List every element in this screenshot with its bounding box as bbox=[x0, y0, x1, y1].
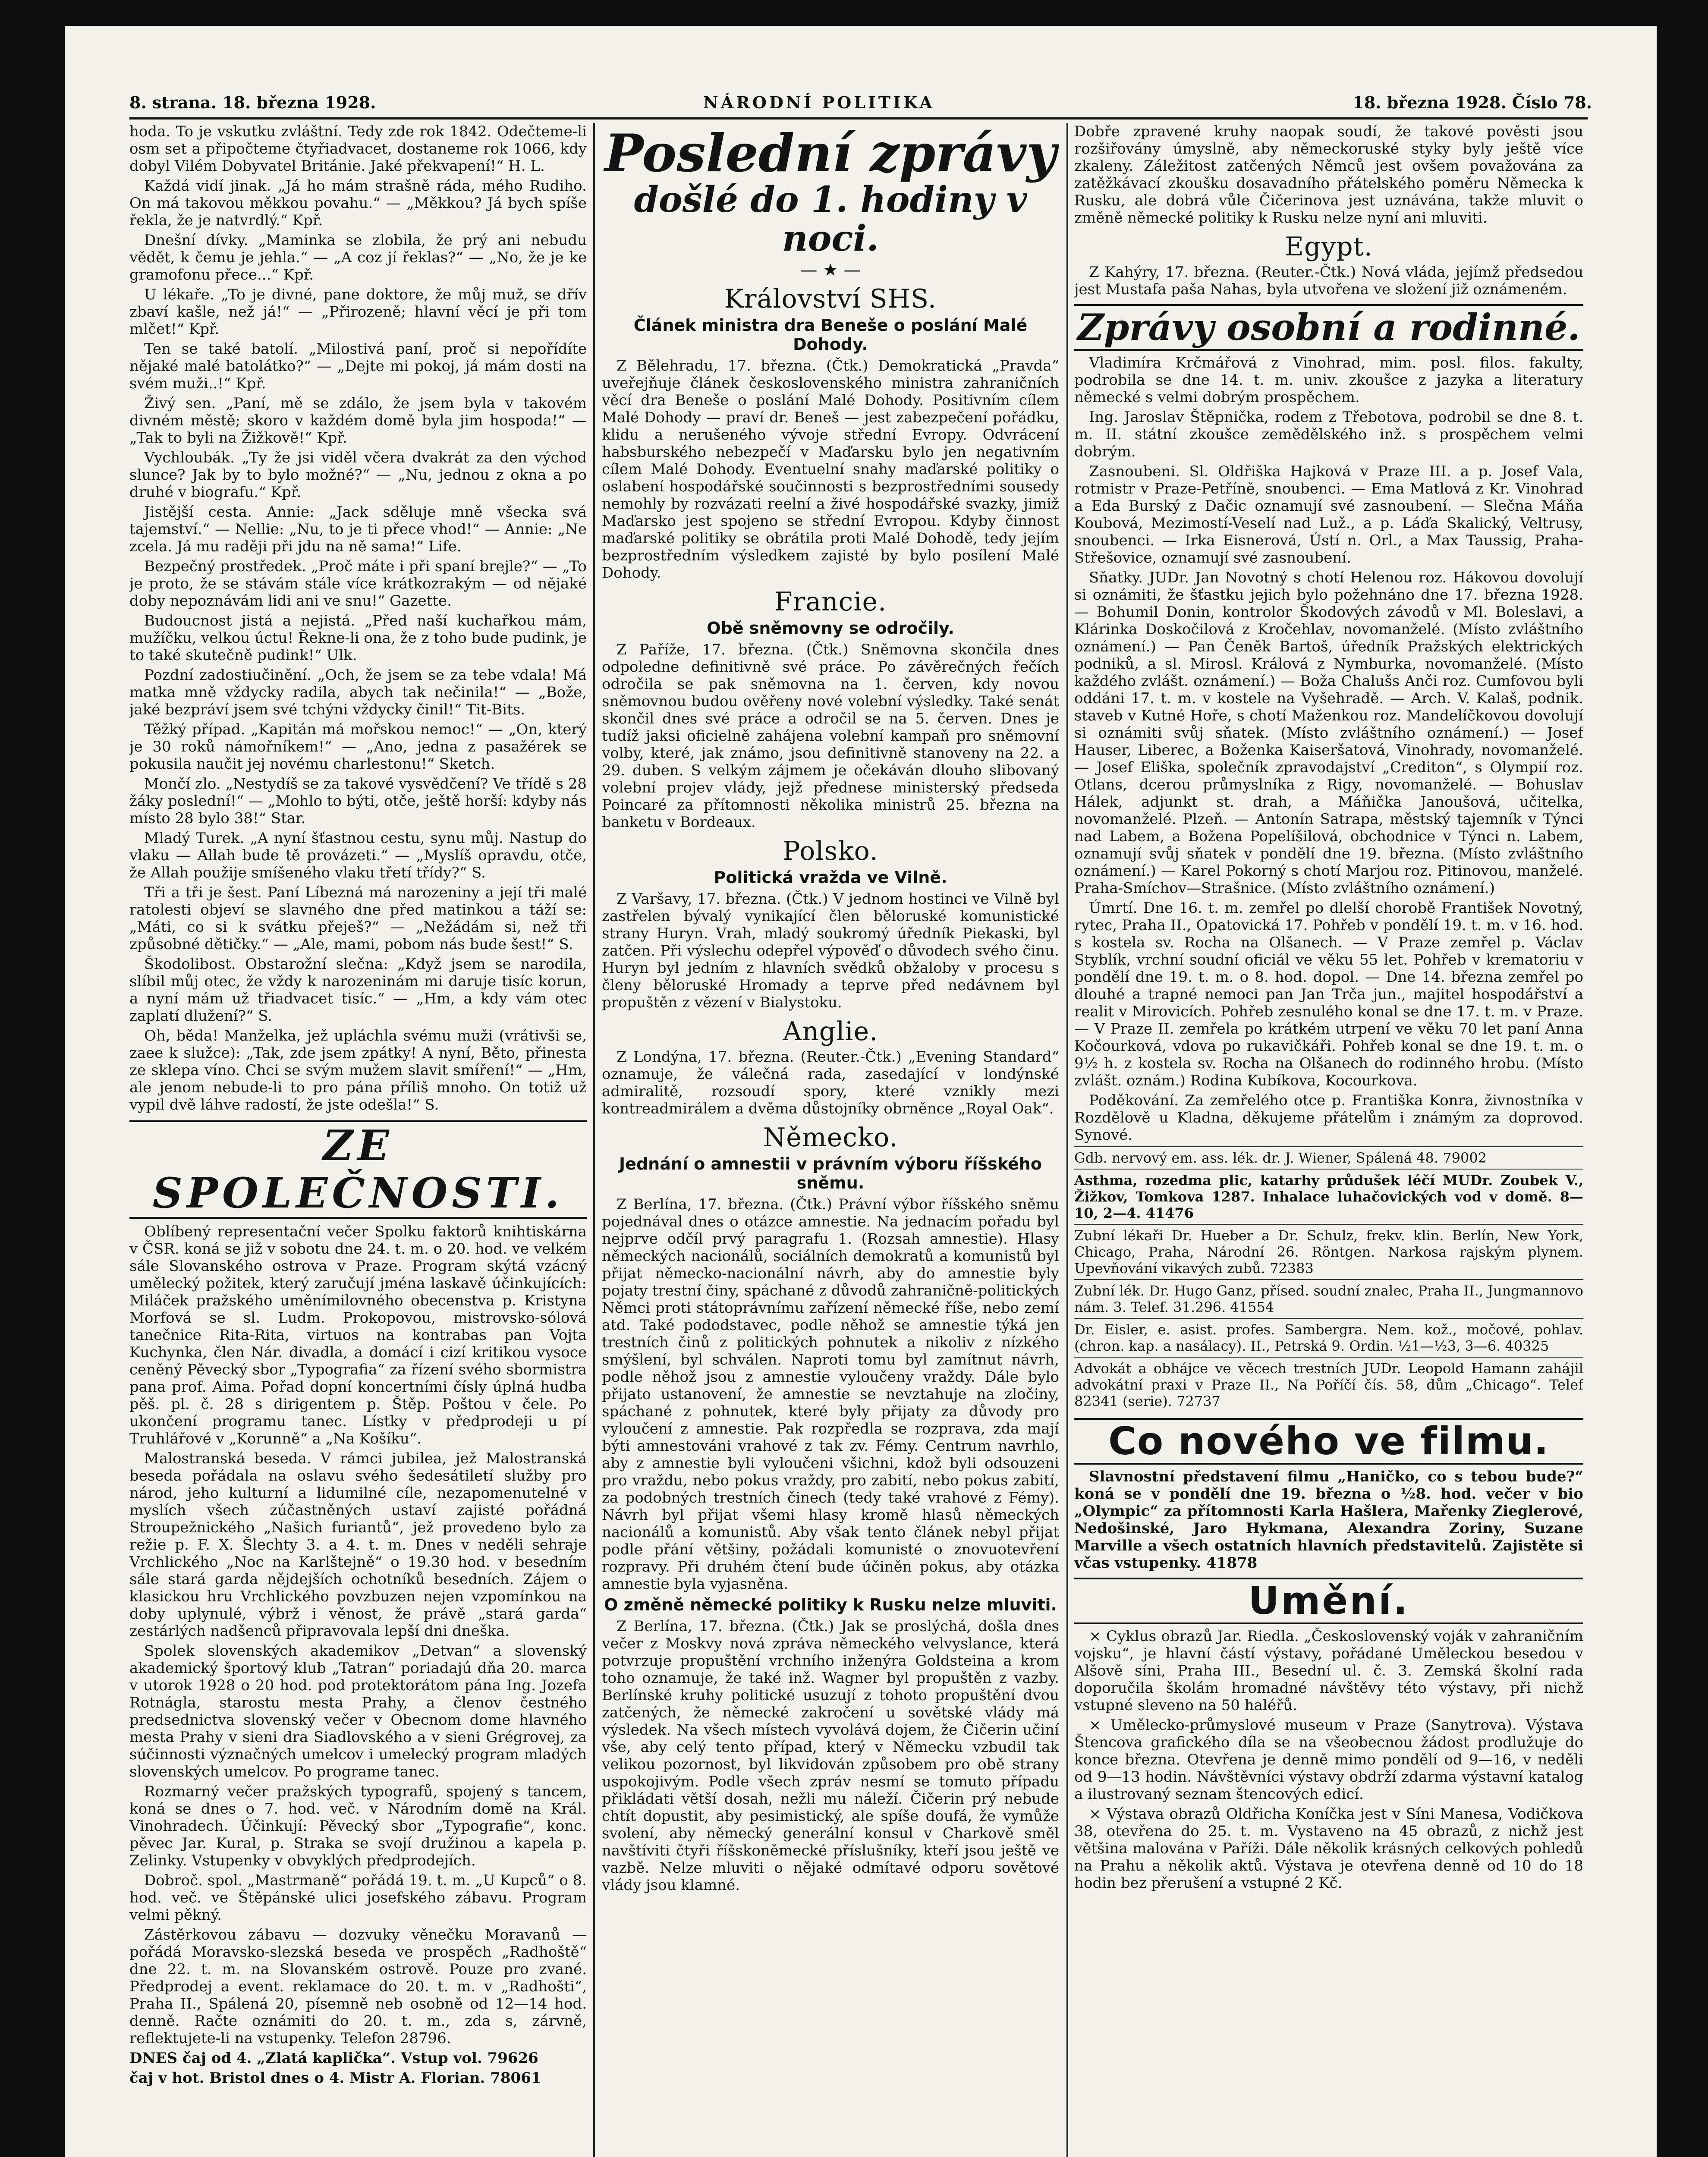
paragraph: Z Paříže, 17. března. (Čtk.) Sněmovna skončila dnes odpoledne definitivně své práce. Po závěrečných řečích odročila se pak sněmovna na 1. červen, kdy novou sněmovnou budou ověřeny nové volební výsledky. Také senát skončil dnes své práce a odročil se na 5. červen. Dnes je tudíž jaksi oficielně zahájena volební kampaň pro sněmovní volby, které, jak známo, jsou definitivně stanoveny na 22. a 29. duben. S velkým zájmem je očekáván dlouho slibovaný volební projev vlády, jejž přednese ministerský předseda Poincaré za přítomnosti několika ministrů 25. března na banketu v Bordeaux. bbox=[602, 641, 1059, 831]
column-middle bbox=[602, 123, 1059, 2157]
paragraph: Dobře zpravené kruhy naopak soudí, že takové pověsti jsou rozšiřovány úmyslně, aby německoruské styky byly ještě více zkaleny. Záležitost zatčených Němců jest ovšem považována za zatěžkávací zkoušku dosavadního přátelského poměru Německa k Rusku, ale dobrá vůle Čičerinova jest uznávána, takže mluvit o změně německé politiky k Rusku nelze nyní ani mluviti. bbox=[1074, 123, 1583, 226]
article-headline: Politická vražda ve Vilně. bbox=[714, 868, 947, 887]
column-right bbox=[1074, 123, 1583, 2157]
column-rule bbox=[593, 123, 595, 2157]
article-headline: Obě sněmovny se odročily. bbox=[707, 619, 954, 638]
paragraph: Mončí zlo. „Nestydíš se za takové vysvědčení? Ve třídě s 28 žáky poslední!“ — „Mohlo to býti, otče, ještě horší: kdyby nás místo 28 bylo 38!“ Star. bbox=[129, 775, 587, 827]
paragraph: Živý sen. „Paní, mě se zdálo, že jsem byla v takovém divném městě; skoro v každém domě byla jim hospoda!“ — „Tak to byli na Žižkově!“ Kpř. bbox=[129, 395, 587, 446]
column-left bbox=[129, 123, 587, 2157]
paragraph: Sňatky. JUDr. Jan Novotný s chotí Helenou roz. Hákovou dovolují si oznámiti, že šťastku jejich bylo požehnáno dne 17. března 1928. — Bohumil Donin, kontrolor Škodových závodů v Ml. Boleslavi, a Klárinka Doskočilová z Kročehlav, novomanželé. (Místo zvláštního oznámení.) — Pan Čeněk Bartoš, úředník Pražských elektrických podniků, a sl. Mirosl. Králová z Nymburka, novomanželé. (Místo každého zvlášt. oznámení.) — Boža Chalušs Anči roz. Cumfovou byli oddáni 17. t. m. v kostele na Vyšehradě. — Arch. V. Kalaš, podnik. staveb v Kutné Hoře, s chotí Maženkou roz. Mandelíčkovou dovolují si oznámiti svůj sňatek. (Místo zvláštního oznámení.) — Josef Hauser, Liberec, a Boženka Kaiseršatová, Vinohrady, novomanželé. — Josef Eliška, společník zpravodajství „Crediton“, s Olympií roz. Otlans, dcerou průmyslníka z Rigy, novomanželé. — Bohuslav Hálek, adjunkt st. drah, a Máňička Janoušová, učitelka, novomanželé. Plzeň. — Antonín Satrapa, městský tajemník v Týnci nad Labem, a Božena Popelíšilová, obchodnice v Týnci n. Labem, oznamují svůj sňatek v pondělí dne 19. března. (Místo zvláštního oznámení.) — Karel Pokorný s chotí Marjou roz. Pitinovou, manželé. Praha-Smíchov—Strašnice. (Místo zvláštního oznámení.) bbox=[1074, 569, 1583, 897]
paragraph: Z Kahýry, 17. března. (Reuter.-Čtk.) Nová vláda, jejímž předsedou jest Mustafa paša Nahas, byla utvořena ve složení již oznámeném. bbox=[1074, 264, 1583, 298]
paragraph: Tři a tři je šest. Paní Líbezná má narozeniny a její tři malé ratolesti objeví se slavného dne před matinkou a táží se: „Máti, co si k svátku přeješ?“ — „Nežádám si, než tři způsobné dětičky.“ — „Ale, mami, pobom nás bude šest!“ S. bbox=[129, 884, 587, 953]
section-title-latest-news: Poslední zprávy bbox=[604, 123, 1057, 184]
paragraph: Ten se také batolí. „Milostivá paní, proč si nepořídíte nějaké malé batolátko?“ — „Dejte mi pokoj, já mám dosti na svém muži..!“ Kpř. bbox=[129, 340, 587, 392]
country-heading: Polsko. bbox=[783, 836, 878, 866]
paragraph: Slavnostní představení filmu „Haničko, co s tebou bude?“ koná se v pondělí dne 19. března o ½8. hod. večer v bio „Olympic“ za přítomnosti Karla Hašlera, Mařenky Zieglerové, Nedošinské, Jaro Hykmana, Alexandra Zoriny, Suzane Marville a všech ostatních hlavních představitelů. Zajistěte si včas vstupenky. 41878 bbox=[1074, 1468, 1583, 1572]
classified-ad: Dr. Eisler, e. asist. profes. Sambergra. Nem. kož., močové, pohlav. (chron. kap. a nasálacy). II., Petrská 9. Ordin. ½1—½3, 3—6. 40325 bbox=[1074, 1318, 1583, 1357]
paragraph: Úmrtí. Dne 16. t. m. zemřel po dlelší chorobě František Novotný, rytec, Praha II., Opatovická 17. Pohřeb v pondělí 19. t. m. v 16. hod. s kostela sv. Rocha na Olšanech. — V Praze zemřel p. Václav Styblík, vrchní soudní oficiál ve věku 55 let. Pohřeb v krematoriu v pondělí dne 19. t. m. o 8. hod. dopol. — Dne 14. března zemřel po dlouhé a trapné nemoci pan Jan Trča jun., majitel hospodářství a realit v Mirovicích. Pohřeb zesnulého konal se dne 17. t. m. v Praze. — V Praze II. zemřela po krátkém utrpení ve věku 70 let paní Anna Kočourková, vdova po rukavičkáři. Pohřeb konal se dne 19. t. m. o 9½ h. z kostela sv. Rocha na Olšanech do rodinného hrobu. (Místo zvlášt. oznám.) Rodina Kubíkova, Kocourkova. bbox=[1074, 899, 1583, 1089]
page-number-date: 8. strana. 18. března 1928. bbox=[129, 93, 376, 112]
paragraph: Dnešní dívky. „Maminka se zlobila, že prý ani nebudu vědět, k čemu je jehla.“ — „A coz jí řeklas?“ — „No, že je ke gramofonu přece...“ Kpř. bbox=[129, 232, 587, 283]
paragraph: hoda. To je vskutku zvláštní. Tedy zde rok 1842. Odečteme-li osm set a připočteme čtyřiadvacet, dostaneme rok 1066, kdy dobyl Vilém Dobyvatel Británie. Jaké překvapení!“ H. L. bbox=[129, 123, 587, 175]
paragraph: Oblíbený representační večer Spolku faktorů knihtiskárna v ČSR. koná se již v sobotu dne 24. t. m. o 20. hod. ve velkém sále Slovanského ostrova v Praze. Program skýtá vzácný umělecký požitek, který zaručují jména laskavě účinkujících: Miláček pražského uměnímilovného obecenstva p. Kristyna Morfová se sl. Ludm. Prokopovou, mistrovsko-sólová tanečnice Rita-Rita, virtuos na kontrabas pan Vojta Kuchynka, člen Nár. divadla, a domácí i cizí kritikou vysoce ceněný Pěvecký sbor „Typografia“ za řízení svého sbormistra pana prof. Aima. Pořad dopní koncertními čísly úplná hudba pěš. pl. č. 28 s dirigentem p. Štěp. Poštou v čele. Po ukončení programu tanec. Lístky v předprodeji u pí Truhlářové v „Korunně“ a „Na Košíku“. bbox=[129, 1223, 587, 1447]
paragraph: Škodolibost. Obstarožní slečna: „Když jsem se narodila, slíbil můj otec, že vždy k narozeninám mi daruje tisíc korun, a nyní mám už třiadvacet tisíc.“ — „Hm, a kdy vám otec zaplatí dlužení?“ S. bbox=[129, 956, 587, 1025]
paragraph: U lékaře. „To je divné, pane doktore, že můj muž, se dřív zbaví kašle, než já!“ — „Přirozeně; hlavní věcí je při tom mlčet!“ Kpř. bbox=[129, 286, 587, 338]
paragraph: Pozdní zadostiučinění. „Och, že jsem se za tebe vdala! Má matka mně vždycky radila, abych tak nečinila!“ — „Bože, jaké bezpráví jsem své tchýni vždycky činil!“ Tit-Bits. bbox=[129, 667, 587, 718]
paragraph: Oh, běda! Manželka, jež upláchla svému muži (vrátivši se, zaee k služce): „Tak, zde jsem zpátky! A nyní, Běto, přinesta ze sklepa víno. Chci se svým mužem slavit smíření!“ — „Hm, ale jenom nebude-li to pro pána příliš mnoho. On totiž už vypil dvě láhve radostí, že jste odešla!“ S. bbox=[129, 1027, 587, 1113]
small-ad: DNES čaj od 4. „Zlatá kaplička“. Vstup vol. 79626 bbox=[129, 2050, 538, 2067]
article-headline: O změně německé politiky k Rusku nelze mluviti. bbox=[604, 1595, 1057, 1614]
header-rule bbox=[129, 117, 1588, 119]
paragraph: Z Varšavy, 17. března. (Čtk.) V jednom hostinci ve Vilně byl zastřelen bývalý vynikající člen běloruské komunistické strany Huryn. Vrah, mladý soukromý úředník Piekaski, byl zatčen. Při výslechu odepřel výpověď o důvodech svého činu. Huryn byl jedním z hlavních svědků obžaloby v procesu s členy běloruské Hromady a teprve před nedávnem byl propuštěn z vězení v Bialystoku. bbox=[602, 890, 1059, 1011]
masthead: NÁRODNÍ POLITIKA bbox=[703, 93, 935, 112]
country-heading: Německo. bbox=[763, 1123, 898, 1153]
paragraph: Zástěrkovou zábavu — dozvuky věnečku Moravanů — pořádá Moravsko-slezská beseda ve prospěch „Radhoště“ dne 22. t. m. na Slovanském ostrově. Pouze pro zvané. Předprodej a event. reklamace do 20. t. m. v „Radhošti“, Praha II., Spálená 20, písemně neb osobně od 12—14 hod. denně. Račte oznámiti do 20. t. m., zda s, zárvně, reflektujete-li na vstupenky. Telefon 28796. bbox=[129, 1926, 587, 2047]
paragraph: Z Berlína, 17. března. (Čtk.) Jak se proslýchá, došla dnes večer z Moskvy nová zpráva německého velvyslance, která potvrzuje propuštění vrchního inženýra Goldsteina a krom toho oznamuje, že také inž. Wagner byl propuštěn z vazby. Berlínské kruhy politické usuzují z tohoto propuštění dvou zatčených, že německé zakročení u sovětské vlády má výsledek. Na všech místech vyvolává dojem, že Čičerin učiní vše, aby celý tento případ, který v Německu vzbudil tak velikou pozornost, byl likvidován způsobem pro obě strany uspokojivým. Podle všech zpráv nesmí se tomuto případu přikládati větší dosah, nežli mu náleží. Čičerin prý nebude chtít dopustit, aby pesimistický, ale spíše doufá, že vymůže svolení, aby německý generální konsul v Charkově směl navštíviti čtyři říšskoněmecké příslušníky, kteří jsou ještě ve vazbě. Nelze mluviti o nějaké odmítavé odporu sovětové vlády jsou klamné. bbox=[602, 1618, 1059, 1894]
paragraph: Vychloubák. „Ty že jsi viděl včera dvakrát za den východ slunce? Jak by to bylo možné?“ — „Nu, jednou z okna a po druhé v biografu.“ Kpř. bbox=[129, 449, 587, 501]
page-header bbox=[65, 93, 1657, 119]
column-rule bbox=[1066, 123, 1068, 2157]
paragraph: Ing. Jaroslav Štěpnička, rodem z Třebotova, podrobil se dne 8. t. m. II. státní zkoušce zemědělského inž. s prospěchem velmi dobrým. bbox=[1074, 409, 1583, 460]
section-title-film: Co nového ve filmu. bbox=[1074, 1418, 1583, 1465]
paragraph: Těžký případ. „Kapitán má mořskou nemoc!“ — „On, který je 30 roků námořníkem!“ — „Ano, jedna z pasažérek se pokusila naučit jej novému charlestonu!“ Sketch. bbox=[129, 721, 587, 773]
paragraph: Poděkování. Za zemřelého otce p. Františka Konra, živnostníka v Rozdělově u Kladna, děkujeme přátelům i známým za doprovod. Synové. bbox=[1074, 1092, 1583, 1144]
paragraph: Zasnoubeni. Sl. Oldřiška Hajková v Praze III. a p. Josef Vala, rotmistr v Praze-Petříně, snoubenci. — Ema Matlová z Kr. Vinohrad a Eda Burský z Dačic oznamují své zasnoubení. — Slečna Máňa Koubová, Mezimostí-Veselí nad Luž., a p. Láďa Skalický, Veltrusy, snoubenci. — Irka Eisnerová, Ústí n. Orl., a Max Taussig, Praha-Střešovice, oznamují své zasnoubení. bbox=[1074, 463, 1583, 566]
paragraph: Dobroč. spol. „Mastrmaně“ pořádá 19. t. m. „U Kupců“ o 8. hod. več. ve Štěpánské ulici josefského zábavu. Program velmi pěkný. bbox=[129, 1872, 587, 1924]
classified-ad: Asthma, rozedma plic, katarhy průdušek léčí MUDr. Zoubek V., Žižkov, Tomkova 1287. Inhalace luhačovických vod v domě. 8—10, 2—4. 41476 bbox=[1074, 1169, 1583, 1224]
paragraph: Každá vidí jinak. „Já ho mám strašně ráda, mého Rudiho. On má takovou měkkou povahu.“ — „Měkkou? Já bych spíše řekla, že je natvrdlý.“ Kpř. bbox=[129, 177, 587, 229]
section-title-personal-news: Zprávy osobní a rodinné. bbox=[1074, 304, 1583, 351]
section-title-spolecnost: ZE SPOLEČNOSTI. bbox=[129, 1120, 587, 1219]
section-title-art: Umění. bbox=[1074, 1578, 1583, 1624]
section-subtitle: došlé do 1. hodiny v noci. bbox=[634, 179, 1027, 259]
paragraph: Vladimíra Krčmářová z Vinohrad, mim. posl. filos. fakulty, podrobila se dne 14. t. m. univ. zkoušce z jazyka a literatury německé s velmi dobrým prospěchem. bbox=[1074, 354, 1583, 406]
country-heading: Království SHS. bbox=[724, 284, 937, 314]
paragraph: Z Bělehradu, 17. března. (Čtk.) Demokratická „Pravda“ uveřejňuje článek československého ministra zahraničních věcí dra Beneše o poslání Malé Dohody. Positivním cílem Malé Dohody — praví dr. Beneš — jest zabezpečení pořádku, klidu a nerušeného vývoje střední Evropy. Odvrácení habsburského nebezpečí v Maďarsku bylo jen negativním cílem Malé Dohody. Eventuelní snahy maďarské politiky o oslabení hospodářské součinnosti s bezprostředními sousedy nemohly by rozvázati reelní a živé hospodářské svazky, jimiž Maďarsko jest spojeno se střední Evropou. Kdyby činnost maďarské politiky se obrátila proti Malé Dohodě, tedy jejím bezprostředním výsledkem zajisté by bylo posílení Malé Dohody. bbox=[602, 357, 1059, 582]
paragraph: Jistější cesta. Annie: „Jack sděluje mně všecka svá tajemství.“ — Nellie: „Nu, to je ti přece vhod!“ — Annie: „Ne zcela. Já mu raději při jdu na ně sama!“ Life. bbox=[129, 503, 587, 555]
classified-ad: Zubní lékaři Dr. Hueber a Dr. Schulz, frekv. klin. Berlín, New York, Chicago, Praha, Národní 26. Röntgen. Narkosa rajským plynem. Upevňování vikavých zubů. 72383 bbox=[1074, 1224, 1583, 1279]
classified-ad: Zubní lék. Dr. Hugo Ganz, přísed. soudní znalec, Praha II., Jungmannovo nám. 3. Telef. 31.296. 41554 bbox=[1074, 1279, 1583, 1318]
paragraph: Mladý Turek. „A nyní šťastnou cestu, synu můj. Nastup do vlaku — Allah bude tě provázeti.“ — „Myslíš opravdu, otče, že Allah použije smíšeného vlaku třetí třídy?“ S. bbox=[129, 830, 587, 881]
divider: — ★ — bbox=[800, 260, 861, 280]
paragraph: Z Londýna, 17. března. (Reuter.-Čtk.) „Evening Standard“ oznamuje, že válečná rada, zasedající v londýnské admiralitě, rozsoudí spory, které vznikly mezi kontreadmirálem a dvěma důstojníky obrněnce „Royal Oak“. bbox=[602, 1048, 1059, 1117]
country-heading: Francie. bbox=[774, 587, 887, 617]
article-headline: Článek ministra dra Beneše o poslání Malé Dohody. bbox=[633, 316, 1028, 354]
paragraph: × Výstava obrazů Oldřicha Koníčka jest v Síni Manesa, Vodičkova 38, otevřena do 25. t. m. Vystaveno na 45 obrazů, z nichž jest většina malována v Paříži. Dále několik krásných celkových pohledů na Prahu a několik aktů. Výstava je otevřena denně od 10 do 18 hodin bez přerušení a vstupné 2 Kč. bbox=[1074, 1805, 1583, 1892]
paragraph: Rozmarný večer pražských typografů, spojený s tancem, koná se dnes o 7. hod. več. v Národním domě na Král. Vinohradech. Účinkují: Pěvecký sbor „Typografie“, konc. pěvec Jar. Kural, p. Straka se svojí družinou a kapela p. Zelinky. Vstupenky v obvyklých předprodejích. bbox=[129, 1783, 587, 1869]
country-heading: Egypt. bbox=[1285, 232, 1373, 262]
paragraph: Bezpečný prostředek. „Proč máte i při spaní brejle?“ — „To je proto, že se stávám stále více krátkozrakým — od nějaké doby nepoznávám lidi ani ve snu!“ Gazette. bbox=[129, 558, 587, 610]
issue-info: 18. března 1928. Číslo 78. bbox=[1353, 93, 1592, 112]
classified-ad: Advokát a obhájce ve věcech trestních JUDr. Leopold Hamann zahájil advokátní praxi v Praze II., Na Poříčí čís. 58, dům „Chicago“. Telef 82341 (serie). 72737 bbox=[1074, 1357, 1583, 1412]
article-headline: Jednání o amnestii v právním výboru říšského sněmu. bbox=[619, 1154, 1042, 1192]
country-heading: Anglie. bbox=[783, 1016, 878, 1047]
classified-ad: Gdb. nervový em. ass. lék. dr. J. Wiener, Spálená 48. 79002 bbox=[1074, 1146, 1583, 1169]
small-ad: čaj v hot. Bristol dnes o 4. Mistr A. Florian. 78061 bbox=[129, 2069, 541, 2087]
paragraph: × Cyklus obrazů Jar. Riedla. „Československý voják v zahraničním vojsku“, je hlavní částí výstavy, pořádané Uměleckou besedou v Alšově síni, Praha III., Besední ul. č. 3. Zemská školní rada doporučila školám hromadné návštěvy této výstavy, při nichž vstupné sleveno na 50 haléřů. bbox=[1074, 1628, 1583, 1714]
paragraph: Z Berlína, 17. března. (Čtk.) Právní výbor říšského sněmu pojednával dnes o otázce amnestie. Na jednacím pořadu byl nejprve odčíl prvý paragrafu 1. (Rozsah amnestie). Hlasy německých nacionálů, sociálních demokratů a komunistů byl přijat německo-nacionální návrh, aby do amnestie byly pojaty trestní činy, spáchané z důvodů zahraničně-politických Němci proti státoprávnímu zařízení německé říše, nebo zemí atd. Také pododstavec, podle něhož se amnestie týká jen trestních činů z politických pohnutek a nikoliv z nízkého smýšlení, byl schválen. Naproti tomu byl zamítnut návrh, podle něhož jsou z amnestie vyloučeny vraždy. Dále bylo přijato ustanovení, že amnestie se nevztahuje na zločiny, spáchané z pohnutek, které byly přijaty za důvody pro vyloučení z amnestie. Pak rozpředla se rozprava, zda mají býti amnestováni vrahové z tak zv. Fémy. Centrum navrhlo, aby z amnestie byli vyloučeni všichni, kdož byli odsouzeni pro vraždu, nebo pokus vraždy, pro zabití, nebo pokus zabití, za podobných trestních činech (tedy také vrahové z Fémy). Návrh byl přijat všemi hlasy kromě hlasů německých nacionálů a komunistů. Aby však tento článek nebyl přijat podle přání většiny, požádali komunisté o znovuotevření rozpravy. Při druhém čtení bude účiněn pokus, aby otázka amnestie byla vyjasněna. bbox=[602, 1196, 1059, 1593]
paragraph: Budoucnost jistá a nejistá. „Před naší kuchařkou mám, mužíčku, velkou úctu! Řekne-li ona, že z toho bude pudink, je to také skutečně pudink!“ Ulk. bbox=[129, 612, 587, 664]
paragraph: Malostranská beseda. V rámci jubilea, jež Malostranská beseda pořádala na oslavu svého šedesátiletí služby pro národ, jeho kulturní a lidumilné cíle, nezapomenutelné v myslích všech zúčastněných ustaví zajisté pořádná Stroupežnického „Našich furiantů“, jež provedeno bylo za režie p. F. X. Šlechty 3. a 4. t. m. Dnes v neděli sehraje Vrchlického „Noc na Karlštejně“ o 19.30 hod. v besedním sále stará garda nějdejších ochotníků besedních. Zájem o klasickou hru Vrchlického povzbuzen nejen vzpomínkou na doby uplynulé, výbrž i věnost, že právě „stará garda“ zestárlých nadšenců připravovala lepší dni dneška. bbox=[129, 1450, 587, 1640]
paragraph: Spolek slovenských akademikov „Detvan“ a slovenský akademický športový klub „Tatran“ poriadajú dňa 20. marca v utorok 1928 o 20 hod. pod protektorátom pána Ing. Jozefa Rotnágla, starostu mesta Prahy, a členov čestného predsednictva slovenský večer v Obecnom dome hlavného mesta Prahy v sieni dra Siadlovského a v sieni Grégrovej, za súčinnosti význačných umelcov i umelecký program mladých slovenských umelcov. Po programe tanec. bbox=[129, 1642, 587, 1780]
paragraph: × Umělecko-průmyslové museum v Praze (Sanytrova). Výstava Štencova grafického díla se na všeobecnou žádost prodlužuje do konce března. Otevřena je denně mimo pondělí od 9—16, v neděli od 9—13 hodin. Návštěvníci výstavy obdrží zdarma výstavní katalog a ilustrovaný seznam štencových edicí. bbox=[1074, 1717, 1583, 1803]
